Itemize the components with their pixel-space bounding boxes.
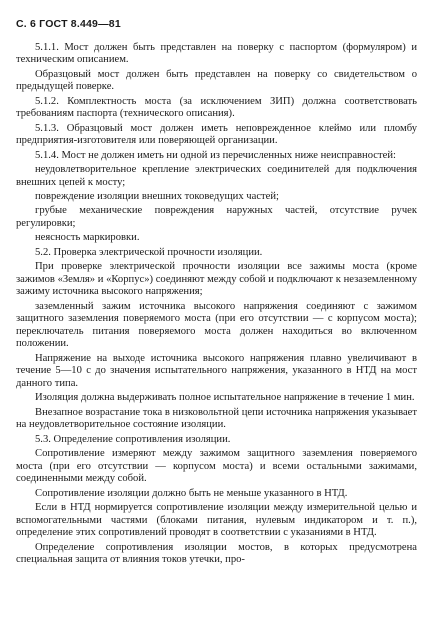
paragraph-grounded-terminal: заземленный зажим источника высокого напряжения соединяют с зажимом защитного заземления поверяемого моста (при его отсутствии — с корпусом моста); переключатель питания поверяемого моста должен находиться во включенном положении. — [16, 300, 417, 350]
paragraph-reference-bridge-certificate: Образцовый мост должен быть представлен на поверку со свидетельством о предыдущей поверке. — [16, 68, 417, 93]
section-heading-5-2: 5.2. Проверка электрической прочности изоляции. — [35, 246, 263, 258]
list-item-marking: неясность маркировки. — [35, 232, 140, 244]
paragraph-5-1-1: 5.1.1. Мост должен быть представлен на поверку с паспортом (формуляром) и техническим описанием. — [16, 41, 417, 66]
paragraph-5-1-2: 5.1.2. Комплектность моста (за исключением ЗИП) должна соответствовать требованиям паспорта (технического описания). — [16, 95, 417, 120]
paragraph-resistance-minimum: Сопротивление изоляции должно быть не меньше указанного в НТД. — [35, 487, 348, 499]
list-item-mechanical-damage: грубые механические повреждения наружных частей, отсутствие ручек регулировки; — [16, 205, 417, 229]
paragraph-current-surge: Внезапное возрастание тока в низковольтной цепи источника напряжения указывает на неудовлетворительное состояние изоляции. — [16, 406, 417, 431]
section-heading-5-3: 5.3. Определение сопротивления изоляции. — [35, 433, 231, 445]
paragraph-leakage-protection: Определение сопротивления изоляции мостов, в которых предусмотрена специальная защита от влияния токов утечки, про- — [16, 541, 417, 566]
list-item-insulation-damage: повреждение изоляции внешних токоведущих частей; — [35, 190, 279, 202]
paragraph-voltage-increase: Напряжение на выходе источника высокого напряжения плавно увеличивают в течение 5—10 с до значения испытательного напряжения, указанного в НТД на мост данного типа. — [16, 352, 417, 389]
page-header: С. 6 ГОСТ 8.449—81 — [16, 18, 121, 30]
list-item-connector-mounting: неудовлетворительное крепление электрических соединителей для подключения внешних цепей к мосту; — [16, 163, 417, 188]
paragraph-auxiliary-resistance: Если в НТД нормируется сопротивление изоляции между измерительной целью и вспомогательными частями (блоками питания, нулевым индикатором и т. п.), определение этих сопротивлений проводят в соответствии с указаниями в НТД. — [16, 502, 417, 539]
paragraph-strength-test-terminals: При проверке электрической прочности изоляции все зажимы моста (кроме зажимов «Земля» и «Корпус») соединяют между собой и подключают к незаземленному зажиму источника высокого напряжения; — [16, 261, 417, 298]
paragraph-5-1-3: 5.1.3. Образцовый мост должен иметь неповрежденное клеймо или пломбу предприятия-изготовителя или поверяющей организации. — [16, 122, 417, 147]
paragraph-insulation-withstand: Изоляция должна выдерживать полное испытательное напряжение в течение 1 мин. — [35, 392, 415, 404]
paragraph-5-1-4: 5.1.4. Мост не должен иметь ни одной из перечисленных ниже неисправностей: — [35, 149, 396, 161]
paragraph-resistance-measurement: Сопротивление измеряют между зажимом защитного заземления поверяемого моста (при его отсутствии — корпусом моста) и всеми остальными зажимами, соединенными между собой. — [16, 448, 417, 485]
